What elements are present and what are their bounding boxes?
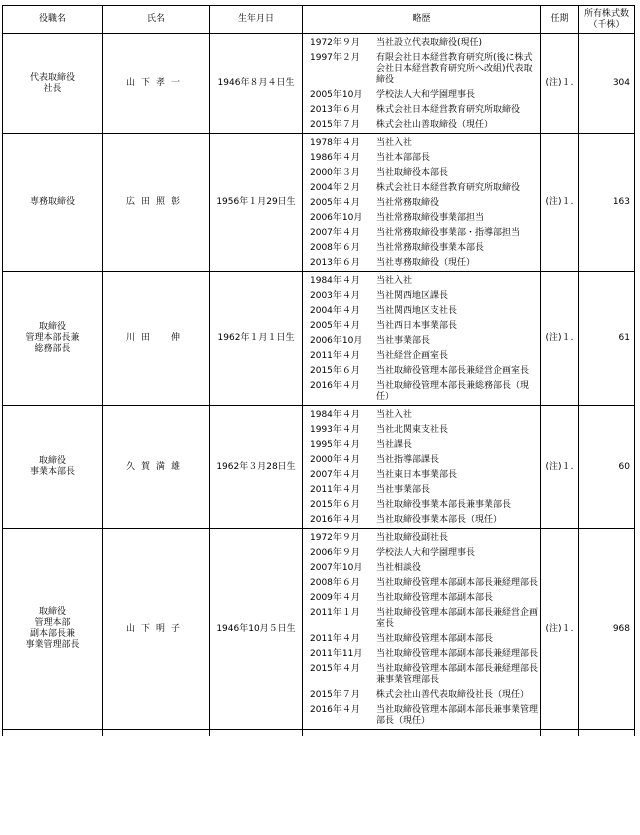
career-text: 学校法人大和学園理事長 <box>376 90 476 100</box>
career-entry <box>310 90 538 101</box>
career-entry <box>310 485 538 496</box>
career-text: 当社入社 <box>376 410 413 420</box>
career-entry <box>310 533 538 544</box>
career-text: 学校法人大和学園理事長 <box>376 548 476 558</box>
career-entry <box>310 138 538 149</box>
birth-cell: 1962年３月28日生 <box>210 406 303 529</box>
career-date: 1986年４月 <box>310 153 360 163</box>
career-entry <box>310 336 538 347</box>
career-cell <box>303 529 541 730</box>
career-text: 当社専務取締役（現任） <box>376 258 476 268</box>
table-row <box>3 134 635 272</box>
career-date: 2007年10月 <box>310 563 363 573</box>
career-date: 1972年９月 <box>310 38 360 48</box>
career-entry <box>310 455 538 466</box>
career-entry <box>310 183 538 194</box>
name-cell: 久賀満雄 <box>103 406 210 529</box>
career-text: 当社関西地区支社長 <box>376 306 458 316</box>
career-entry <box>310 53 538 86</box>
career-date: 2011年11月 <box>310 649 363 659</box>
career-text: 当社経営企画室長 <box>376 351 449 361</box>
career-date: 1984年４月 <box>310 410 360 420</box>
header-row <box>3 6 635 34</box>
career-cell <box>303 134 541 272</box>
career-date: 2011年１月 <box>310 608 360 618</box>
career-date: 1995年４月 <box>310 440 360 450</box>
position-cell: 取締役 管理本部 副本部長兼 事業管理部長 <box>3 529 103 730</box>
career-entry <box>310 578 538 589</box>
career-text: 当社課長 <box>376 440 413 450</box>
career-text: 当社事業部長 <box>376 485 431 495</box>
shares-cell: 60 <box>579 406 635 529</box>
table-row-continued <box>3 730 635 736</box>
career-entry <box>310 608 538 630</box>
career-text: 当社取締役管理本部副本部長兼経営企画室長 <box>376 608 539 629</box>
career-date: 2015年７月 <box>310 690 360 700</box>
career-text: 株式会社山善代表取締役社長（現任） <box>376 690 530 700</box>
career-date: 2006年10月 <box>310 213 363 223</box>
career-entry <box>310 198 538 209</box>
career-date: 2011年４月 <box>310 634 360 644</box>
table-row <box>3 529 635 730</box>
shares-cell: 968 <box>579 529 635 730</box>
career-text: 株式会社日本経営教育研究所取締役 <box>376 105 521 115</box>
career-entry <box>310 500 538 511</box>
career-entry <box>310 664 538 686</box>
career-date: 2013年６月 <box>310 258 360 268</box>
career-entry <box>310 306 538 317</box>
career-text: 当社取締役管理本部副本部長兼経理部長兼事業管理部長 <box>376 664 539 685</box>
birth-cell: 1956年１月29日生 <box>210 134 303 272</box>
header-term: 任期 <box>541 6 579 34</box>
table-row <box>3 406 635 529</box>
career-entry <box>310 705 538 727</box>
header-name: 氏名 <box>103 6 210 34</box>
shares-cell: 304 <box>579 34 635 134</box>
career-entry <box>310 381 538 403</box>
career-text: 当社取締役副社長 <box>376 533 449 543</box>
career-text: 当社常務取締役 <box>376 198 440 208</box>
career-entry <box>310 563 538 574</box>
career-entry <box>310 168 538 179</box>
career-cell <box>303 272 541 406</box>
table-row <box>3 272 635 406</box>
career-cell <box>303 406 541 529</box>
career-text: 当社常務取締役事業本部長 <box>376 243 485 253</box>
career-date: 2006年10月 <box>310 336 363 346</box>
career-text: 当社取締役管理本部長兼経営企画室長 <box>376 366 530 376</box>
career-date: 1997年２月 <box>310 53 360 63</box>
header-shares: 所有株式数 （千株） <box>579 6 635 34</box>
career-date: 1972年９月 <box>310 533 360 543</box>
term-cell: (注)１. <box>541 34 579 134</box>
header-birth: 生年月日 <box>210 6 303 34</box>
career-date: 2004年４月 <box>310 306 360 316</box>
term-cell: (注)１. <box>541 134 579 272</box>
position-cell: 代表取締役 社長 <box>3 34 103 134</box>
career-text: 有限会社日本経営教育研究所(後に株式会社日本経営教育研究所へ改組)代表取締役 <box>376 53 533 85</box>
career-entry <box>310 366 538 377</box>
table-row <box>3 34 635 134</box>
career-date: 2008年６月 <box>310 578 360 588</box>
birth-cell: 1946年10月５日生 <box>210 529 303 730</box>
header-career: 略歴 <box>303 6 541 34</box>
career-entry <box>310 548 538 559</box>
career-date: 2013年６月 <box>310 105 360 115</box>
career-text: 当社常務取締役事業部・指導部担当 <box>376 228 521 238</box>
career-text: 当社指導部課長 <box>376 455 440 465</box>
career-entry <box>310 258 538 269</box>
career-entry <box>310 228 538 239</box>
career-text: 当社設立代表取締役(現任) <box>376 38 483 48</box>
career-entry <box>310 38 538 49</box>
career-text: 当社常務取締役事業部担当 <box>376 213 485 223</box>
career-date: 2004年２月 <box>310 183 360 193</box>
birth-cell: 1962年１月１日生 <box>210 272 303 406</box>
career-text: 当社取締役管理本部副本部長兼経理部長 <box>376 578 539 588</box>
career-date: 2016年４月 <box>310 705 360 715</box>
career-date: 2008年６月 <box>310 243 360 253</box>
career-text: 当社取締役管理本部副本部長兼事業管理部長（現任） <box>376 705 539 726</box>
career-date: 2011年４月 <box>310 485 360 495</box>
career-text: 当社取締役管理本部長兼総務部長（現任） <box>376 381 530 402</box>
officers-table <box>2 5 635 736</box>
career-entry <box>310 120 538 131</box>
career-text: 当社取締役管理本部副本部長 <box>376 634 494 644</box>
career-entry <box>310 470 538 481</box>
shares-cell: 61 <box>579 272 635 406</box>
career-text: 当社入社 <box>376 276 413 286</box>
career-entry <box>310 634 538 645</box>
career-date: 2007年４月 <box>310 228 360 238</box>
name-cell: 山下孝一 <box>103 34 210 134</box>
career-date: 2005年４月 <box>310 198 360 208</box>
career-entry <box>310 276 538 287</box>
career-entry <box>310 243 538 254</box>
career-text: 当社取締役事業本部長（現任） <box>376 515 503 525</box>
career-date: 2015年６月 <box>310 366 360 376</box>
career-date: 2003年４月 <box>310 291 360 301</box>
career-date: 2000年３月 <box>310 168 360 178</box>
career-text: 当社取締役管理本部副本部長兼経理部長 <box>376 649 539 659</box>
career-date: 1978年４月 <box>310 138 360 148</box>
career-date: 2009年４月 <box>310 593 360 603</box>
career-text: 当社東日本事業部長 <box>376 470 458 480</box>
career-text: 当社取締役事業本部長兼事業部長 <box>376 500 512 510</box>
name-cell: 広田照彰 <box>103 134 210 272</box>
career-date: 2006年９月 <box>310 548 360 558</box>
career-text: 当社事業部長 <box>376 336 431 346</box>
position-cell: 取締役 事業本部長 <box>3 406 103 529</box>
career-date: 2005年10月 <box>310 90 363 100</box>
name-cell: 山下明子 <box>103 529 210 730</box>
career-date: 1993年４月 <box>310 425 360 435</box>
career-date: 2011年４月 <box>310 351 360 361</box>
career-entry <box>310 410 538 421</box>
career-entry <box>310 425 538 436</box>
career-text: 当社北関東支社長 <box>376 425 449 435</box>
career-entry <box>310 690 538 701</box>
career-date: 1984年４月 <box>310 276 360 286</box>
career-date: 2015年７月 <box>310 120 360 130</box>
name-cell: 川田 伸 <box>103 272 210 406</box>
career-entry <box>310 351 538 362</box>
career-text: 株式会社山善取締役（現任） <box>376 120 494 130</box>
career-date: 2005年４月 <box>310 321 360 331</box>
career-entry <box>310 291 538 302</box>
career-date: 2007年４月 <box>310 470 360 480</box>
career-entry <box>310 593 538 604</box>
career-date: 2000年４月 <box>310 455 360 465</box>
career-entry <box>310 213 538 224</box>
career-date: 2016年４月 <box>310 381 360 391</box>
career-entry <box>310 105 538 116</box>
career-text: 当社関西地区課長 <box>376 291 449 301</box>
header-position: 役職名 <box>3 6 103 34</box>
position-cell: 専務取締役 <box>3 134 103 272</box>
career-entry <box>310 440 538 451</box>
career-entry <box>310 649 538 660</box>
shares-cell: 163 <box>579 134 635 272</box>
career-entry <box>310 153 538 164</box>
term-cell: (注)１. <box>541 406 579 529</box>
career-text: 当社相談役 <box>376 563 422 573</box>
career-text: 当社取締役管理本部副本部長 <box>376 593 494 603</box>
career-text: 当社入社 <box>376 138 413 148</box>
term-cell: (注)１. <box>541 272 579 406</box>
career-date: 2016年４月 <box>310 515 360 525</box>
career-date: 2015年６月 <box>310 500 360 510</box>
career-text: 当社取締役本部長 <box>376 168 449 178</box>
career-cell <box>303 34 541 134</box>
career-entry <box>310 515 538 526</box>
career-text: 株式会社日本経営教育研究所取締役 <box>376 183 521 193</box>
career-date: 2015年４月 <box>310 664 360 674</box>
career-text: 当社西日本事業部長 <box>376 321 458 331</box>
term-cell: (注)１. <box>541 529 579 730</box>
career-entry <box>310 321 538 332</box>
career-text: 当社本部部長 <box>376 153 431 163</box>
position-cell: 取締役 管理本部長兼 総務部長 <box>3 272 103 406</box>
birth-cell: 1946年８月４日生 <box>210 34 303 134</box>
